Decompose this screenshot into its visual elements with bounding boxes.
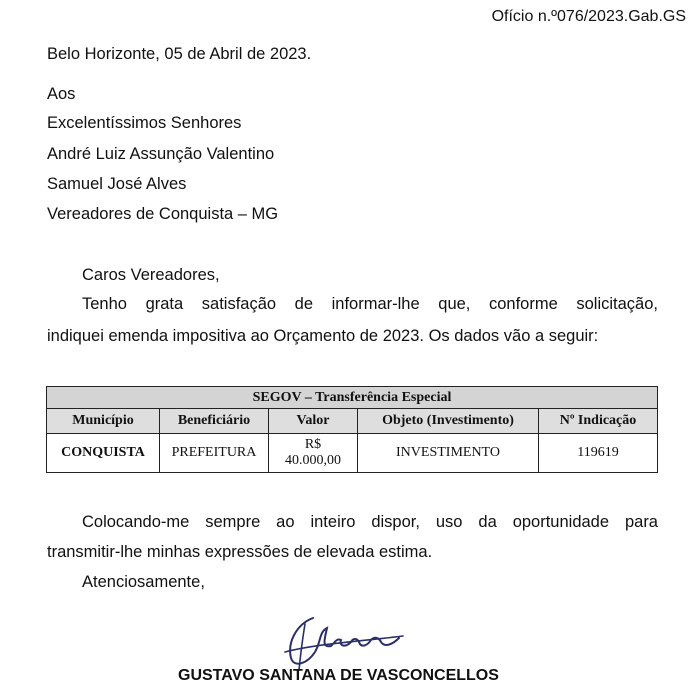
column-header-objeto: Objeto (Investimento) xyxy=(358,409,539,434)
addressee-line-4: Samuel José Alves xyxy=(47,175,187,193)
cell-valor-currency: R$ xyxy=(304,437,322,452)
addressee-line-5: Vereadores de Conquista – MG xyxy=(47,205,279,223)
signatory-name: GUSTAVO SANTANA DE VASCONCELLOS xyxy=(178,667,499,684)
cell-indicacao: 119619 xyxy=(539,434,658,473)
cell-municipio: CONQUISTA xyxy=(47,434,160,473)
cell-objeto: INVESTIMENTO xyxy=(358,434,539,473)
cell-valor-amount: 40.000,00 xyxy=(285,453,341,468)
paragraph-1-line-1: Tenho grata satisfação de informar-lhe que, conforme solicitação, xyxy=(82,295,658,313)
column-header-municipio: Município xyxy=(47,409,160,434)
paragraph-1-line-2: indiquei emenda impositiva ao Orçamento de 2023. Os dados vão a seguir: xyxy=(47,327,599,345)
addressee-line-1: Aos xyxy=(47,85,76,103)
paragraph-2-line-2: transmitir-lhe minhas expressões de elevada estima. xyxy=(47,543,433,561)
document-reference: Ofício n.º076/2023.Gab.GS xyxy=(491,8,686,25)
date-line: Belo Horizonte, 05 de Abril de 2023. xyxy=(47,45,312,63)
column-header-valor: Valor xyxy=(269,409,358,434)
table-row xyxy=(47,434,658,473)
addressee-line-3: André Luiz Assunção Valentino xyxy=(47,145,275,163)
addressee-line-2: Excelentíssimos Senhores xyxy=(47,114,242,132)
table-title: SEGOV – Transferência Especial xyxy=(47,387,658,409)
handwritten-signature xyxy=(275,612,425,674)
column-header-beneficiario: Beneficiário xyxy=(160,409,269,434)
cell-beneficiario: PREFEITURA xyxy=(160,434,269,473)
greeting: Caros Vereadores, xyxy=(82,266,220,284)
transfer-table xyxy=(46,386,658,473)
closing: Atenciosamente, xyxy=(82,573,205,591)
paragraph-2-line-1: Colocando-me sempre ao inteiro dispor, uso da oportunidade para xyxy=(82,513,658,531)
column-header-indicacao: Nº Indicação xyxy=(539,409,658,434)
cell-valor xyxy=(269,434,358,473)
